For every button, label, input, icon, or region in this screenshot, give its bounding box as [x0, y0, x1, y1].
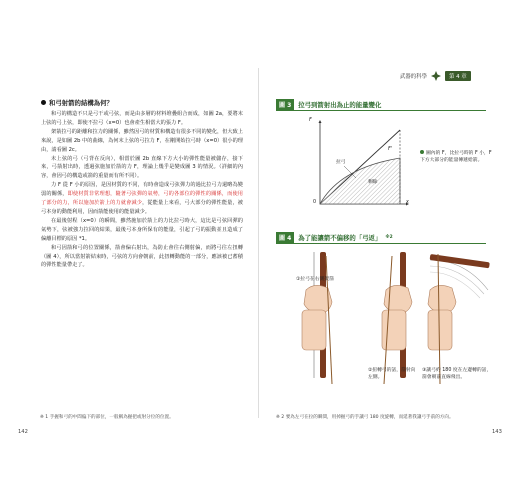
section-title: 和弓射箭的結構為何？ [49, 99, 113, 107]
figure-4-label-3: ③讓弓約 180 度在左邊轉的話，箭會朝前直線飛出。 [422, 368, 492, 380]
figure-3-rule [276, 110, 486, 111]
figure-4-label-2: ②扭轉弓的話，箭射向左側。 [368, 368, 416, 380]
leaf-icon [431, 71, 441, 81]
fig3-release-label: F' [388, 147, 393, 152]
figure-4-rule [276, 243, 486, 244]
figure-3-heading [276, 99, 381, 110]
paragraph-3: 未上弦的弓（弓背在反向），相當於圖 2b 直線下方大小的彈性能量被儲存，接下來，弓箭射出時，透過弦施加於箭的力 F，理論上幾乎是變成圖 3 的情況。（詳細的內容，會因弓的構造或箭的重量而有所不同）。 [41, 155, 243, 180]
note-bullet-icon [420, 150, 424, 154]
left-footnote: ※ 1 手握和弓的中間偏下的部位，一般稱為握把或射分位的位置。 [40, 415, 174, 420]
paragraph-2: 架箭拉弓的距離和拉力的關係，雖然因弓的材質和構造有很多不同的變化，但大致上來說，是如圖 2b 中的曲線，為何末上弦的弓拉力 F，在剛開始拉弓時（x=0）很小的理由，請看圖 2c。 [41, 128, 243, 153]
right-page-number: 143 [492, 429, 502, 435]
left-page-body [41, 98, 243, 270]
chapter-badge: 第 4 章 [445, 71, 471, 81]
paragraph-4-b: ，從能量上來看，弓大部分的彈性能量，被弓本身的動能利用，因而箭能使用的能量減少。 [41, 200, 243, 215]
paragraph-6: 和弓因箭和弓的位置關係，箭會偏右射出，為防止會往右側射偏，而將弓往左扭轉（圖 4），所以當射箭結束時，弓弦的方向會朝前，此扭轉動能的一部分，應該被已蓄積的彈性能量帶走了。 [41, 244, 243, 269]
left-page-number: 142 [18, 429, 28, 435]
fig3-x-label: x [406, 200, 409, 205]
section-heading [41, 98, 243, 107]
figure-4-heading [276, 232, 393, 243]
fig3-y-label: F [309, 118, 312, 123]
figure-3-tag: 圖 3 [276, 99, 294, 110]
figure-3-note [420, 150, 492, 164]
right-footnote: ※ 2 要為左弓在拉的瞬間，用掉握弓的手讓弓 180 度旋轉，而延著我讓弓手前的方向。 [276, 415, 454, 420]
figure-4-tag: 圖 4 [276, 232, 294, 243]
paragraph-4 [41, 181, 243, 217]
fig3-area-label: 剩餘 [368, 180, 378, 185]
page-gutter [258, 68, 259, 418]
book-title: 武器的科學 [400, 74, 427, 80]
bullet-icon [41, 100, 46, 105]
figure-3-note-text: 圖內的 F，比拉弓時的 F 小，F 下方大部分的能量傳遞給箭。 [420, 151, 492, 163]
fig3-draw-label: 拉弓 [336, 160, 346, 165]
paragraph-4-a: 力 F 從 F 小的原因，是因材質的不同，有時會造成弓弦彈力的過比拉弓力還略為變弱的關係， [41, 182, 243, 198]
paragraph-4-highlight: 即使材質非常理想，隨著弓弦彈的氣勢，弓的各部位的彈性的關係，而使用了部分的力，所以施加於箭上的力就會減少 [41, 191, 243, 207]
running-header [400, 70, 471, 82]
figure-3-graph [300, 118, 410, 218]
figure-4-footnote-mark: ※2 [385, 235, 393, 240]
paragraph-5: 在最後射程（x=0）的瞬間，雖然施加於箭上的力比拉弓時大，這比是弓弦回彈的氣勢下，弦被強力拉回的結果，最後弓本身所保有的能量，引起了弓的振動並且造成了偏離目標的原因 *1。 [41, 217, 243, 242]
paragraph-1: 和弓的構造不只是弓干或弓弦，而是由多層的材料堆疊組合而成，如圖 2a，要將末上弦的弓上弦，即使不拉弓（x=0）也會產生相當大的張力 F。 [41, 111, 243, 126]
figure-4-label-1: ①拉弓在右側架箭 [296, 277, 334, 282]
figure-4-title: 為了能讓箭不偏移的「弓返」 [298, 234, 382, 242]
figure-3-title: 拉弓到箭射出為止的能量變化 [298, 101, 382, 109]
fig3-origin-label: 0 [313, 200, 317, 205]
